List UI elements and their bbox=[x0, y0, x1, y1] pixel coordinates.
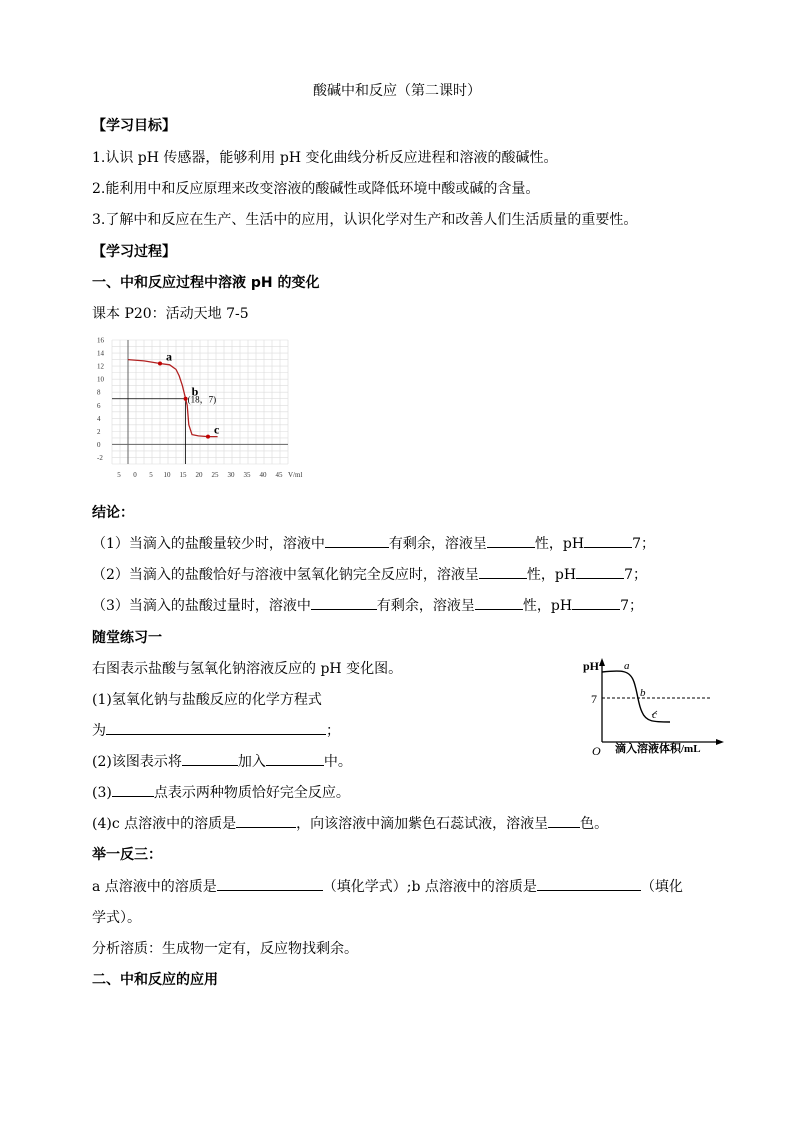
ph-curve bbox=[602, 671, 670, 722]
x-tick-label: 30 bbox=[227, 471, 235, 479]
q2-text-c: 中。 bbox=[323, 754, 352, 770]
x-tick-label: 0 bbox=[133, 471, 137, 479]
q2-text-b: 加入 bbox=[237, 754, 266, 770]
answer-blank[interactable] bbox=[182, 751, 238, 766]
page-title: 酸碱中和反应（第二课时） bbox=[313, 83, 481, 99]
conclusion-3 bbox=[92, 595, 643, 615]
extend-line-1 bbox=[92, 876, 683, 896]
x-tick-label: 45 bbox=[275, 471, 283, 479]
y-tick-label: 8 bbox=[97, 388, 101, 397]
y-tick-label: 6 bbox=[97, 401, 101, 410]
q3-text-a: (3) bbox=[92, 785, 112, 801]
conclusion-1-text-c: 性，pH bbox=[534, 536, 585, 552]
x-tick-label: 10 bbox=[163, 471, 171, 479]
q1-prefix: 为 bbox=[92, 723, 106, 739]
answer-blank[interactable] bbox=[572, 595, 620, 610]
small-ph-diagram bbox=[582, 652, 727, 757]
y-tick-label: 16 bbox=[97, 336, 104, 345]
x-tick-label: 15 bbox=[179, 471, 187, 479]
question-4 bbox=[92, 813, 608, 833]
conclusion-3-text-d: 7； bbox=[620, 598, 644, 614]
practice-intro: 右图表示盐酸与氢氧化钠溶液反应的 pH 变化图。 bbox=[92, 661, 403, 677]
goal-2: 2.能利用中和反应原理来改变溶液的酸碱性或降低环境中酸或碱的含量。 bbox=[92, 181, 540, 197]
part1-heading: 一、中和反应过程中溶液 pH 的变化 bbox=[92, 275, 320, 291]
point-b-label: b bbox=[640, 687, 646, 699]
answer-blank[interactable] bbox=[217, 876, 323, 891]
conclusion-3-text-b: 有剩余，溶液呈 bbox=[376, 598, 475, 614]
conclusion-2-text-c: 7； bbox=[624, 567, 647, 583]
question-1-line1: (1)氢氧化钠与盐酸反应的化学方程式 bbox=[92, 692, 322, 708]
extend-text-a: a 点溶液中的溶质是 bbox=[92, 879, 217, 895]
ph-seven-label: 7 bbox=[591, 692, 597, 706]
answer-blank[interactable] bbox=[266, 751, 324, 766]
point-a-label: a bbox=[624, 660, 630, 672]
conclusion-3-text-c: 性，pH bbox=[522, 598, 573, 614]
q4-text-c: 色。 bbox=[580, 816, 609, 832]
conclusion-1-text-b: 有剩余，溶液呈 bbox=[388, 536, 487, 552]
conclusion-2-text-a: （2）当滴入的盐酸恰好与溶液中氢氧化钠完全反应时，溶液呈 bbox=[92, 567, 479, 583]
data-point-a bbox=[158, 361, 162, 365]
conclusion-1 bbox=[92, 533, 655, 553]
process-heading: 【学习过程】 bbox=[92, 244, 176, 260]
question-3 bbox=[92, 782, 350, 802]
answer-blank[interactable] bbox=[584, 533, 632, 548]
answer-blank[interactable] bbox=[537, 876, 641, 891]
conclusion-1-text-d: 7； bbox=[632, 536, 655, 552]
question-1-line2 bbox=[92, 720, 340, 740]
extend-text-b: （填化学式）;b 点溶液中的溶质是 bbox=[322, 879, 537, 895]
y-tick-label: 0 bbox=[97, 440, 101, 449]
answer-blank[interactable] bbox=[576, 564, 624, 579]
data-point-c bbox=[206, 435, 210, 439]
point-label-a: a bbox=[166, 349, 172, 364]
titration-ph-chart bbox=[90, 332, 310, 482]
x-tick-label: 40 bbox=[259, 471, 267, 479]
extend-heading: 举一反三： bbox=[92, 847, 162, 863]
x-tick-label: 35 bbox=[243, 471, 251, 479]
origin-label: O bbox=[592, 744, 601, 757]
point-b-annotation: (18，7) bbox=[187, 394, 217, 405]
x-tick-label: 20 bbox=[195, 471, 203, 479]
ph-axis-label: pH bbox=[583, 659, 600, 673]
conclusion-heading: 结论： bbox=[92, 505, 134, 521]
y-tick-label: 2 bbox=[97, 427, 101, 436]
answer-blank[interactable] bbox=[112, 782, 154, 797]
point-c-label: c bbox=[652, 709, 657, 721]
answer-blank[interactable] bbox=[487, 533, 535, 548]
conclusion-2-text-b: 性，pH bbox=[526, 567, 577, 583]
point-label-b: b bbox=[191, 384, 199, 399]
q1-suffix: ； bbox=[326, 723, 340, 739]
practice-heading: 随堂练习一 bbox=[92, 630, 162, 646]
answer-blank[interactable] bbox=[475, 595, 523, 610]
y-tick-label: 14 bbox=[97, 349, 104, 358]
q2-text-a: (2)该图表示将 bbox=[92, 754, 182, 770]
x-tick-label: 5 bbox=[117, 471, 121, 479]
conclusion-1-text-a: （1）当滴入的盐酸量较少时，溶液中 bbox=[92, 536, 325, 552]
y-tick-label: 4 bbox=[97, 414, 101, 423]
analysis-note: 分析溶质：生成物一定有，反应物找剩余。 bbox=[92, 941, 358, 957]
q4-text-a: (4)c 点溶液中的溶质是 bbox=[92, 816, 237, 832]
answer-blank[interactable] bbox=[236, 813, 296, 828]
q4-text-b: ，向该溶液中滴加紫色石蕊试液，溶液呈 bbox=[296, 816, 549, 832]
conclusion-3-text-a: （3）当滴入的盐酸过量时，溶液中 bbox=[92, 598, 311, 614]
answer-blank[interactable] bbox=[479, 564, 527, 579]
x-tick-label: 5 bbox=[149, 471, 153, 479]
volume-axis-label: 滴入溶液体积/mL bbox=[615, 743, 701, 755]
y-tick-label: 12 bbox=[97, 362, 104, 371]
extend-line-2: 学式）。 bbox=[92, 910, 141, 926]
conclusion-2 bbox=[92, 564, 647, 584]
y-tick-label: -2 bbox=[97, 453, 103, 462]
extend-text-c: （填化 bbox=[640, 879, 683, 895]
answer-blank[interactable] bbox=[325, 533, 389, 548]
x-axis-label: V/ml bbox=[288, 471, 303, 479]
part2-heading: 二、中和反应的应用 bbox=[92, 972, 218, 988]
question-2 bbox=[92, 751, 352, 771]
answer-blank[interactable] bbox=[311, 595, 377, 610]
goal-1: 1.认识 pH 传感器，能够利用 pH 变化曲线分析反应进程和溶液的酸碱性。 bbox=[92, 150, 558, 166]
point-label-c: c bbox=[214, 422, 220, 437]
x-tick-label: 25 bbox=[211, 471, 219, 479]
goals-heading: 【学习目标】 bbox=[92, 118, 176, 134]
q3-text-b: 点表示两种物质恰好完全反应。 bbox=[153, 785, 350, 801]
y-tick-label: 10 bbox=[97, 375, 104, 384]
textbook-ref: 课本 P20：活动天地 7-5 bbox=[92, 306, 249, 322]
answer-blank[interactable] bbox=[548, 813, 580, 828]
goal-3: 3.了解中和反应在生产、生活中的应用，认识化学对生产和改善人们生活质量的重要性。 bbox=[92, 212, 638, 228]
answer-blank[interactable] bbox=[106, 720, 326, 735]
